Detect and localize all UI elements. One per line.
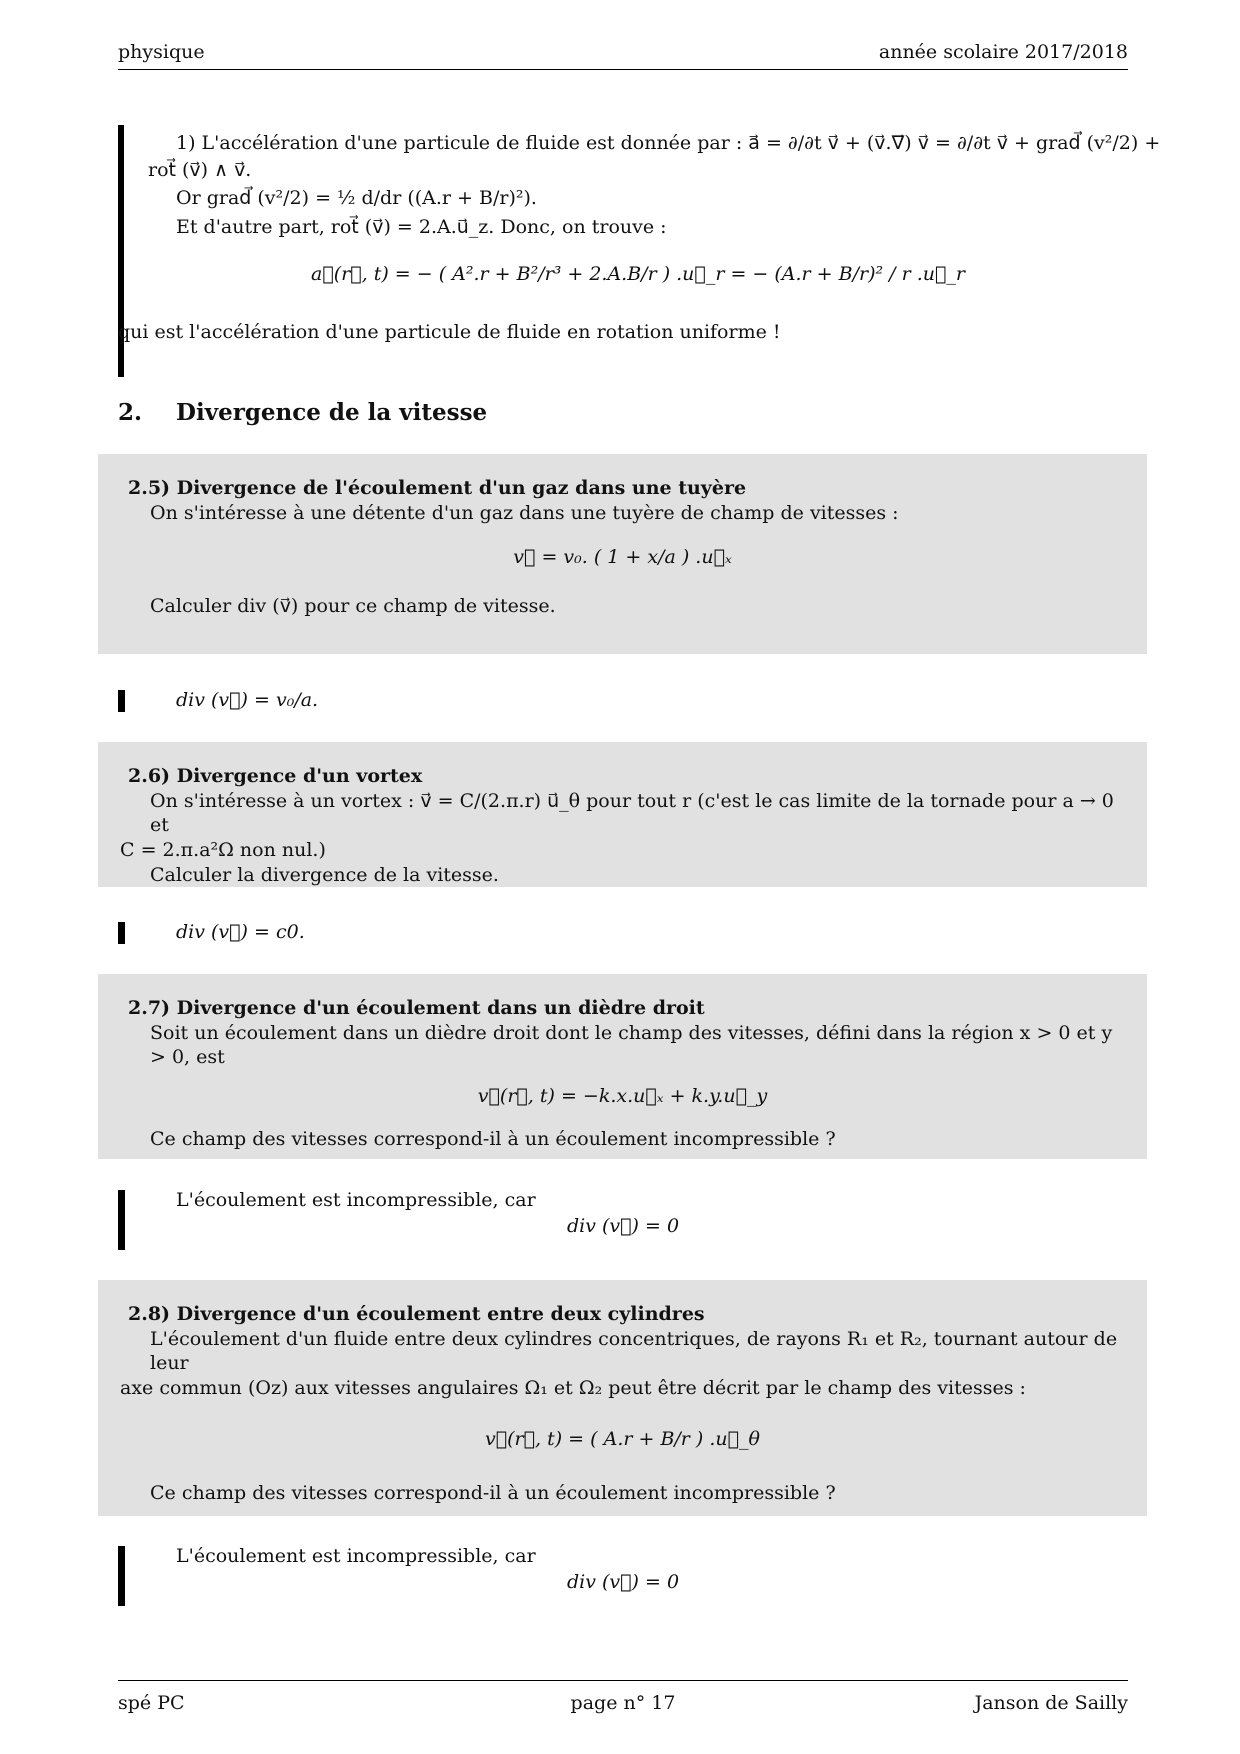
exercise-2-7 bbox=[98, 974, 1147, 1159]
solution-conclusion: qui est l'accélération d'une particule de fluide en rotation uniforme ! bbox=[118, 321, 781, 344]
footer-school: Janson de Sailly bbox=[974, 1692, 1128, 1714]
answer-2-8-text: L'écoulement est incompressible, car bbox=[176, 1545, 536, 1567]
solution-line-3: Or grad⃗ (v²/2) = ½ d/dr ((A.r + B/r)²). bbox=[176, 187, 537, 210]
solution-line-4: Et d'autre part, rot⃗ (v⃗) = 2.A.u⃗_z. Donc, on trouve : bbox=[176, 216, 667, 239]
solution-line-2: rot⃗ (v⃗) ∧ v⃗. bbox=[148, 158, 252, 181]
footer-page-number: page n° 17 bbox=[570, 1692, 676, 1714]
solution-block-1 bbox=[118, 125, 1161, 377]
exercise-2-8-text-1: L'écoulement d'un fluide entre deux cylindres concentriques, de rayons R₁ et R₂, tournant autour de leur bbox=[150, 1327, 1118, 1375]
section-number: 2. bbox=[118, 399, 143, 426]
exercise-2-5-equation: v⃗ = v₀. ( 1 + x/a ) .u⃗ₓ bbox=[513, 546, 732, 569]
answer-bar-2-6 bbox=[118, 922, 125, 944]
answer-2-7-equation: div (v⃗) = 0 bbox=[566, 1215, 680, 1237]
exercise-2-7-question: Ce champ des vitesses correspond-il à un écoulement incompressible ? bbox=[150, 1127, 836, 1150]
exercise-2-6-text-1: On s'intéresse à un vortex : v⃗ = C/(2.π.r) u⃗_θ pour tout r (c'est le cas limite de la tornade pour a → 0 et bbox=[150, 789, 1114, 837]
page-header bbox=[118, 40, 1128, 70]
exercise-2-7-title: 2.7) Divergence d'un écoulement dans un dièdre droit bbox=[128, 997, 705, 1019]
exercise-2-5-title: 2.5) Divergence de l'écoulement d'un gaz dans une tuyère bbox=[128, 477, 747, 499]
answer-2-5: div (v⃗) = v₀/a. bbox=[176, 689, 319, 711]
exercise-2-8-question: Ce champ des vitesses correspond-il à un écoulement incompressible ? bbox=[150, 1482, 836, 1505]
section-heading bbox=[118, 398, 487, 428]
exercise-2-8-equation: v⃗(r⃗, t) = ( A.r + B/r ) .u⃗_θ bbox=[484, 1427, 760, 1450]
answer-bar-2-5 bbox=[118, 690, 125, 712]
answer-2-7-text: L'écoulement est incompressible, car bbox=[176, 1189, 536, 1211]
answer-2-8-equation: div (v⃗) = 0 bbox=[566, 1571, 680, 1593]
solution-line-1: 1) L'accélération d'une particule de fluide est donnée par : a⃗ = ∂/∂t v⃗ + (v⃗.∇⃗) v⃗ = ∂/∂t v⃗ + grad⃗ (v²/2) + bbox=[176, 132, 1161, 154]
answer-2-6: div (v⃗) = c0. bbox=[176, 921, 305, 943]
exercise-2-6-question: Calculer la divergence de la vitesse. bbox=[150, 863, 499, 886]
section-title: Divergence de la vitesse bbox=[176, 399, 488, 426]
exercise-2-8-text-2: axe commun (Oz) aux vitesses angulaires Ω₁ et Ω₂ peut être décrit par le champ des vitesses : bbox=[120, 1377, 1026, 1400]
header-subject: physique bbox=[118, 41, 205, 63]
acceleration-equation: a⃗(r⃗, t) = − ( A².r + B²/r³ + 2.A.B/r ) .u⃗_r = − (A.r + B/r)² / r .u⃗_r bbox=[311, 262, 965, 285]
exercise-2-6-title: 2.6) Divergence d'un vortex bbox=[128, 765, 423, 787]
exercise-2-5-text: On s'intéresse à une détente d'un gaz dans une tuyère de champ de vitesses : bbox=[150, 501, 899, 524]
page-footer bbox=[118, 1680, 1128, 1716]
exercise-2-8-title: 2.8) Divergence d'un écoulement entre deux cylindres bbox=[128, 1303, 705, 1325]
exercise-2-7-equation: v⃗(r⃗, t) = −k.x.u⃗ₓ + k.y.u⃗_y bbox=[477, 1085, 768, 1108]
exercise-2-6 bbox=[98, 742, 1147, 887]
header-year: année scolaire 2017/2018 bbox=[878, 41, 1128, 63]
exercise-2-8 bbox=[98, 1280, 1147, 1516]
exercise-2-5 bbox=[98, 454, 1147, 654]
exercise-2-5-question: Calculer div (v⃗) pour ce champ de vitesse. bbox=[150, 595, 556, 618]
exercise-2-6-text-2: C = 2.π.a²Ω non nul.) bbox=[120, 839, 326, 862]
footer-class: spé PC bbox=[118, 1692, 185, 1714]
exercise-2-7-text: Soit un écoulement dans un dièdre droit dont le champ des vitesses, défini dans la région x > 0 et y > 0, est bbox=[150, 1021, 1113, 1069]
